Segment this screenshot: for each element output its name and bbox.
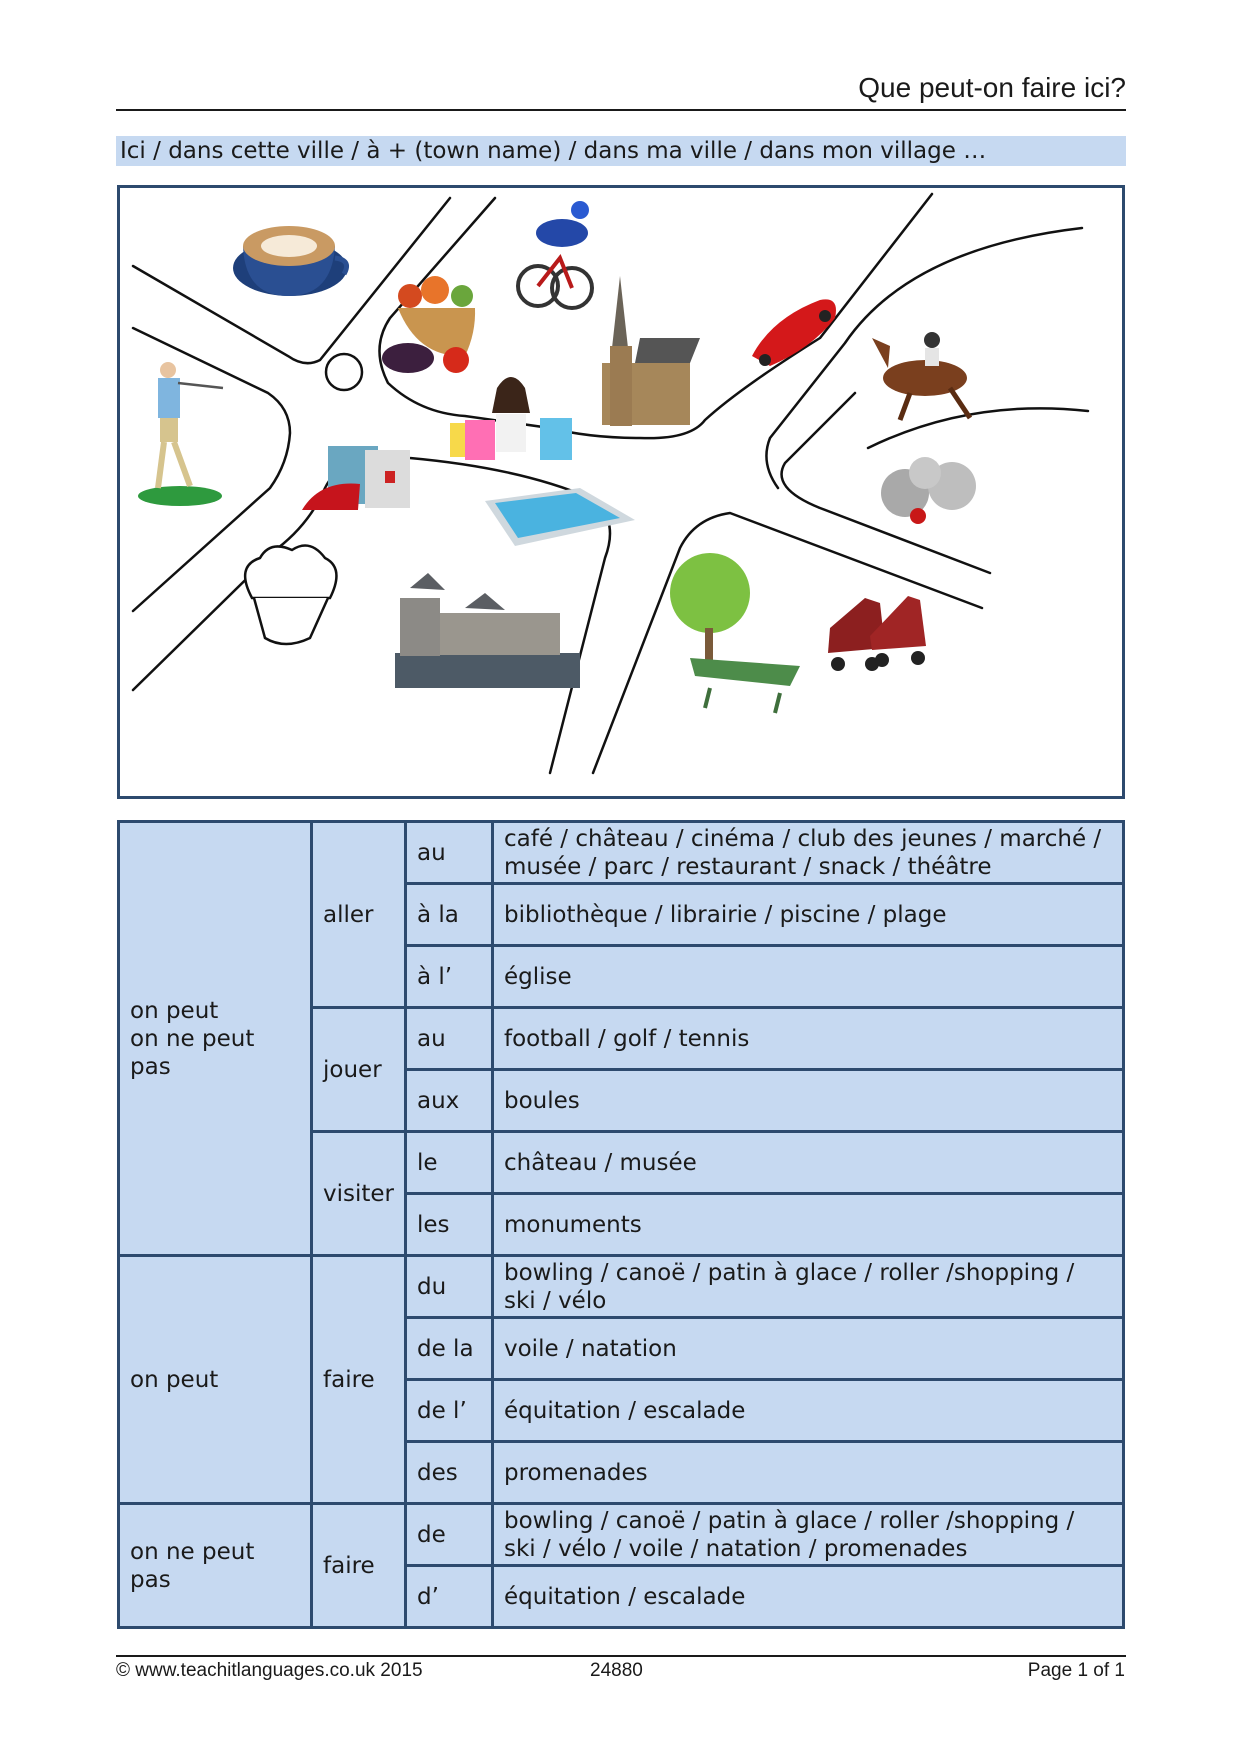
shopping-bags-icon [302, 446, 410, 510]
words-cell: boules [493, 1070, 1124, 1132]
swimming-pool-icon [485, 488, 635, 546]
article-cell: d’ [406, 1566, 493, 1628]
park-tree-bench-icon [670, 553, 800, 713]
words-cell: monuments [493, 1194, 1124, 1256]
words-cell: château / musée [493, 1132, 1124, 1194]
article-cell: de l’ [406, 1380, 493, 1442]
article-cell: au [406, 822, 493, 884]
shopping-woman-icon [450, 377, 572, 460]
town-map [117, 185, 1125, 799]
words-cell: église [493, 946, 1124, 1008]
article-cell: de la [406, 1318, 493, 1380]
words-cell: équitation / escalade [493, 1380, 1124, 1442]
verb-cell: faire [312, 1504, 406, 1628]
article-cell: de [406, 1504, 493, 1566]
article-cell: au [406, 1008, 493, 1070]
article-cell: à la [406, 884, 493, 946]
words-cell: bibliothèque / librairie / piscine / plage [493, 884, 1124, 946]
verb-cell: jouer [312, 1008, 406, 1132]
castle-icon [395, 573, 580, 688]
verb-cell: faire [312, 1256, 406, 1504]
verb-cell: visiter [312, 1132, 406, 1256]
words-cell: café / château / cinéma / club des jeunes / marché / musée / parc / restaurant / snack / théâtre [493, 822, 1124, 884]
footer-copyright: © www.teachitlanguages.co.uk 2015 [116, 1660, 423, 1681]
coffee-cup-icon [233, 226, 347, 296]
article-cell: aux [406, 1070, 493, 1132]
subject-cell: on peut [119, 1256, 312, 1504]
subtitle-banner: Ici / dans cette ville / à + (town name) / dans ma ville / dans mon village … [116, 136, 1126, 166]
vegetable-basket-icon [382, 276, 475, 373]
golfer-icon [138, 362, 223, 506]
article-cell: le [406, 1132, 493, 1194]
chef-hat-icon [245, 546, 336, 645]
footer-divider [116, 1655, 1126, 1657]
words-cell: promenades [493, 1442, 1124, 1504]
words-cell: bowling / canoë / patin à glace / roller /shopping / ski / vélo [493, 1256, 1124, 1318]
page-title: Que peut-on faire ici? [858, 72, 1126, 103]
article-cell: des [406, 1442, 493, 1504]
footer-page-number: Page 1 of 1 [1027, 1660, 1125, 1681]
subject-cell: on ne peut pas [119, 1504, 312, 1628]
table-row [119, 1256, 1124, 1318]
subject-cell: on peut on ne peut pas [119, 822, 312, 1256]
table-row [119, 822, 1124, 884]
grammar-table [117, 820, 1125, 1629]
boules-icon [881, 457, 976, 524]
cyclist-icon [518, 201, 592, 308]
church-icon [602, 276, 700, 426]
words-cell: voile / natation [493, 1318, 1124, 1380]
article-cell: les [406, 1194, 493, 1256]
title-divider [116, 109, 1126, 111]
article-cell: à l’ [406, 946, 493, 1008]
roller-skates-icon [828, 596, 926, 671]
article-cell: du [406, 1256, 493, 1318]
table-row [119, 1504, 1124, 1566]
words-cell: équitation / escalade [493, 1566, 1124, 1628]
words-cell: bowling / canoë / patin à glace / roller /shopping / ski / vélo / voile / natation / promenades [493, 1504, 1124, 1566]
words-cell: football / golf / tennis [493, 1008, 1124, 1070]
horse-racing-icon [872, 332, 970, 420]
verb-cell: aller [312, 822, 406, 1008]
footer-code: 24880 [590, 1660, 643, 1681]
